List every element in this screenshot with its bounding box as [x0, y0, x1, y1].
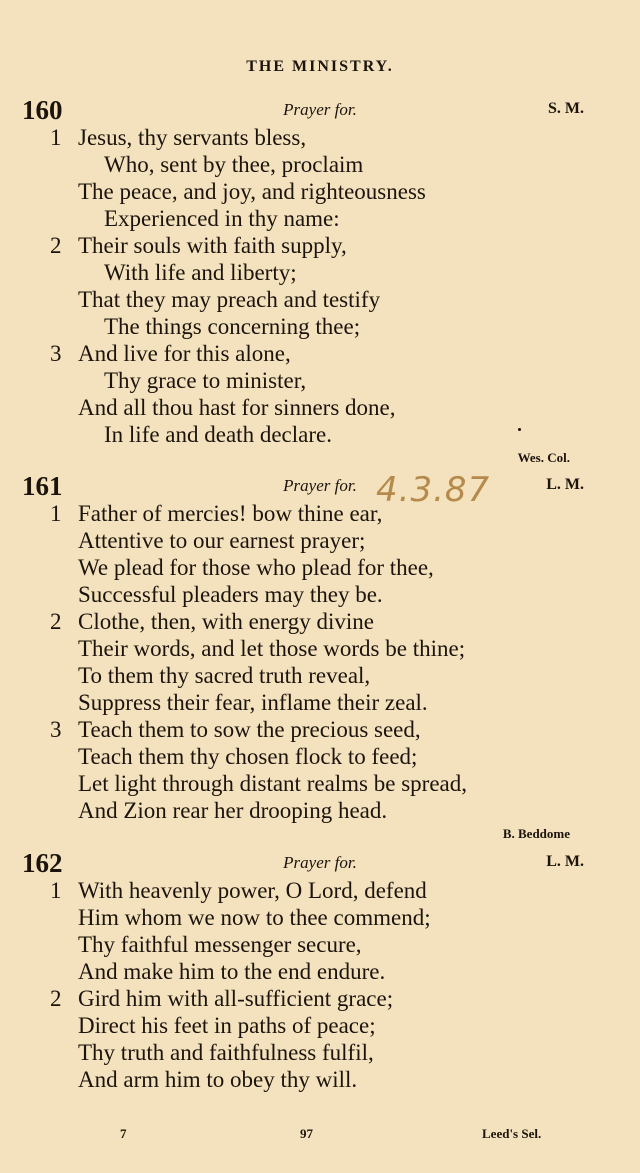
line-text: Thy grace to minister, [104, 368, 307, 393]
hymn-meter: L. M. [546, 476, 584, 493]
ink-dot [518, 428, 521, 431]
line-text: In life and death declare. [104, 422, 332, 447]
hymn-line [0, 635, 640, 662]
hymn-line [0, 985, 640, 1012]
source-note: Leed's Sel. [482, 1126, 542, 1141]
verse-number: 1 [50, 125, 62, 150]
verse-number: 2 [50, 609, 62, 634]
line-text: Clothe, then, with energy divine [78, 609, 374, 634]
hymn-line [0, 421, 640, 448]
hymn-line [0, 581, 640, 608]
hymn-number: 161 [22, 471, 63, 501]
hymn-line [0, 1066, 640, 1093]
hymn-subject: Prayer for. [283, 476, 357, 495]
hymn-subject: Prayer for. [283, 853, 357, 872]
hymn-160 [0, 96, 640, 468]
hymn-line [0, 500, 640, 527]
hymn-line [0, 877, 640, 904]
hymn-number: 160 [22, 95, 63, 125]
hymn-header [0, 96, 640, 124]
hymn-161 [0, 472, 640, 844]
line-text: Their words, and let those words be thine; [78, 636, 466, 661]
line-text: And Zion rear her drooping head. [78, 798, 388, 823]
hymn-line [0, 1012, 640, 1039]
line-text: Who, sent by thee, proclaim [104, 152, 364, 177]
line-text: Experienced in thy name: [104, 206, 340, 231]
line-text: To them thy sacred truth reveal, [78, 663, 371, 688]
hymn-line [0, 958, 640, 985]
hymn-line [0, 527, 640, 554]
hymn-line [0, 286, 640, 313]
hymn-line [0, 367, 640, 394]
hymn-line [0, 259, 640, 286]
verse-number: 1 [50, 501, 62, 526]
line-text: Teach them thy chosen flock to feed; [78, 744, 418, 769]
hymn-line [0, 178, 640, 205]
hymn-line [0, 394, 640, 421]
line-text: Him whom we now to thee commend; [78, 905, 431, 930]
line-text: Thy faithful messenger secure, [78, 932, 362, 957]
line-text: Father of mercies! bow thine ear, [78, 501, 383, 526]
hymn-line [0, 770, 640, 797]
hymn-author: Wes. Col. [517, 450, 570, 465]
line-text: And make him to the end endure. [78, 959, 386, 984]
line-text: Their souls with faith supply, [78, 233, 347, 258]
verse-number: 3 [50, 341, 62, 366]
line-text: The things concerning thee; [104, 314, 361, 339]
hymn-number: 162 [22, 848, 63, 878]
hymn-line [0, 124, 640, 151]
line-text: Direct his feet in paths of peace; [78, 1013, 376, 1038]
hymn-line [0, 1039, 640, 1066]
verse-number: 2 [50, 986, 62, 1011]
line-text: Successful pleaders may they be. [78, 582, 383, 607]
line-text: We plead for those who plead for thee, [78, 555, 434, 580]
line-text: Suppress their fear, inflame their zeal. [78, 690, 428, 715]
line-text: With heavenly power, O Lord, defend [78, 878, 427, 903]
hymn-meter: S. M. [548, 100, 584, 117]
hymn-author: B. Beddome [502, 826, 570, 841]
hymn-meter: L. M. [546, 853, 584, 870]
hymn-header [0, 849, 640, 877]
line-text: The peace, and joy, and righteousness [78, 179, 426, 204]
hymn-line [0, 931, 640, 958]
line-text: And arm him to obey thy will. [78, 1067, 358, 1092]
line-text: Attentive to our earnest prayer; [78, 528, 366, 553]
verse-number: 3 [50, 717, 62, 742]
hymn-line [0, 797, 640, 824]
line-text: That they may preach and testify [78, 287, 381, 312]
verse-number: 2 [50, 233, 62, 258]
signature-mark: 7 [120, 1126, 127, 1141]
verse-number: 1 [50, 878, 62, 903]
hymn-line [0, 608, 640, 635]
line-text: And live for this alone, [78, 341, 291, 366]
hymn-line [0, 313, 640, 340]
line-text: Jesus, thy servants bless, [78, 125, 307, 150]
line-text: With life and liberty; [104, 260, 297, 285]
line-text: Thy truth and faithfulness fulfil, [78, 1040, 374, 1065]
hymn-line [0, 340, 640, 367]
hymn-line [0, 904, 640, 931]
line-text: Teach them to sow the precious seed, [78, 717, 421, 742]
hymn-line [0, 554, 640, 581]
hymn-line [0, 205, 640, 232]
hymn-line [0, 743, 640, 770]
running-head: THE MINISTRY. [246, 58, 394, 75]
hymn-header [0, 472, 640, 500]
hymn-line [0, 716, 640, 743]
hymn-line [0, 151, 640, 178]
line-text: Gird him with all-sufficient grace; [78, 986, 394, 1011]
hymn-line [0, 662, 640, 689]
hymn-line [0, 232, 640, 259]
hymn-162 [0, 849, 640, 1093]
page-number: 97 [300, 1126, 313, 1141]
hymn-subject: Prayer for. [283, 100, 357, 119]
hymn-line [0, 689, 640, 716]
line-text: Let light through distant realms be spread, [78, 771, 467, 796]
handwritten-note: 4.3.87 [376, 470, 491, 510]
line-text: And all thou hast for sinners done, [78, 395, 396, 420]
